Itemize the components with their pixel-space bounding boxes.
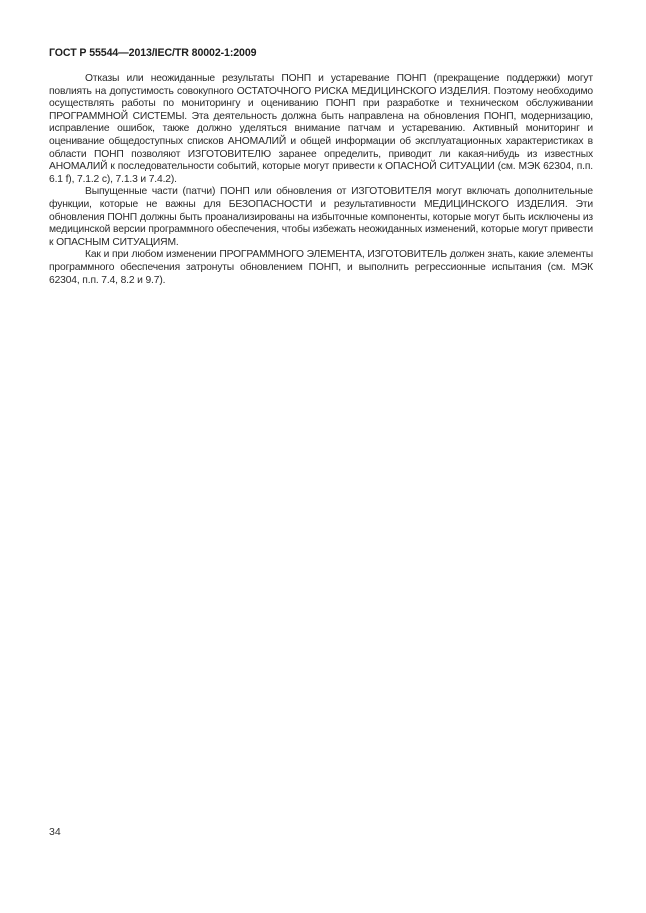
- paragraph-ponp-monitoring: Отказы или неожиданные результаты ПОНП и устаревание ПОНП (прекращение поддержки) могут повлиять на допустимость совокупного ОСТАТОЧНОГО РИСКА МЕДИЦИНСКОГО ИЗДЕЛИЯ. Поэтому необходимо осуществлять работы по мониторингу и оцениванию ПОНП при разработке и техническом обслуживании ПРОГРАММНОЙ СИСТЕМЫ. Эта деятельность должна быть направлена на обновления ПОНП, модернизацию, исправление ошибок, также должно уделяться внимание патчам и устареванию. Активный мониторинг и оценивание общедоступных списков АНОМАЛИЙ и общей информации об эксплуатационных характеристиках в области ПОНП позволяют ИЗГОТОВИТЕЛЮ заранее определить, приводит ли какая-нибудь из известных АНОМАЛИЙ к последовательности событий, которые могут привести к ОПАСНОЙ СИТУАЦИИ (см. МЭК 62304, п.п. 6.1 f), 7.1.2 с), 7.1.3 и 7.4.2).: [49, 73, 593, 185]
- document-body: [49, 73, 593, 287]
- paragraph-ponp-patches: Выпущенные части (патчи) ПОНП или обновления от ИЗГОТОВИТЕЛЯ могут включать дополнительные функции, которые не важны для БЕЗОПАСНОСТИ и результативности МЕДИЦИНСКОГО ИЗДЕЛИЯ. Эти обновления ПОНП должны быть проанализированы на избыточные компоненты, которые могут быть исключены из медицинской версии программного обеспечения, чтобы избежать неожиданных изменений, которые могут привести к ОПАСНЫМ СИТУАЦИЯМ.: [49, 186, 593, 248]
- page-header-standard-id: ГОСТ Р 55544—2013/IEC/TR 80002-1:2009: [49, 47, 257, 59]
- page-number: 34: [49, 826, 61, 838]
- paragraph-regression-testing: Как и при любом изменении ПРОГРАММНОГО ЭЛЕМЕНТА, ИЗГОТОВИТЕЛЬ должен знать, какие элементы программного обеспечения затронуты обновлением ПОНП, и выполнить регрессионные испытания (см. МЭК 62304, п.п. 7.4, 8.2 и 9.7).: [49, 249, 593, 286]
